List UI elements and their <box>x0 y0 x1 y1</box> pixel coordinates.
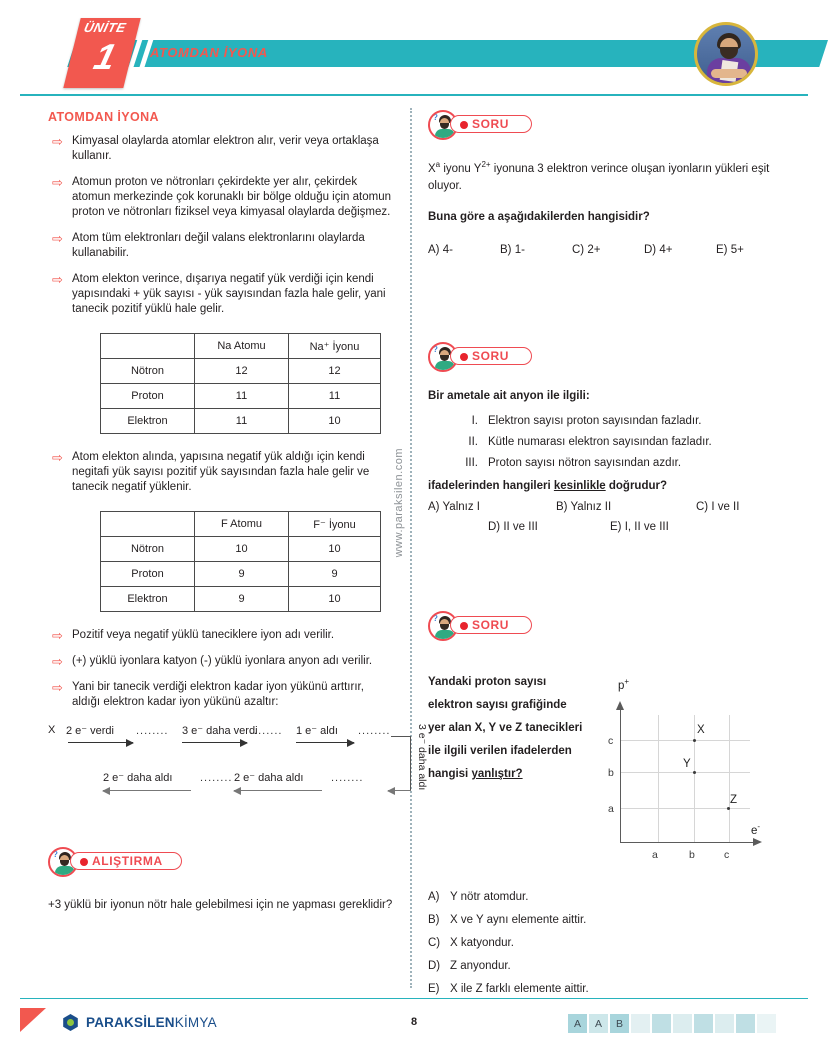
diagram-connector-top <box>391 736 411 737</box>
answer-option[interactable] <box>428 914 788 926</box>
diagram-start-label: X <box>48 724 56 736</box>
progress-box[interactable] <box>715 1014 734 1033</box>
exercise-badge <box>48 847 393 877</box>
gridline-horizontal <box>620 772 750 773</box>
bullet-text: Atom tüm elektronları değil valans elektronlarını olaylarda kullanabilir. <box>72 232 365 259</box>
data-point-label-z: Z <box>730 793 738 806</box>
bullet-item <box>48 450 393 495</box>
table-cell: Elektron <box>101 587 195 612</box>
question1-badge <box>428 110 788 140</box>
y-tick: b <box>608 766 614 779</box>
header-title: ATOMDAN İYONA <box>150 45 268 60</box>
answer-letter: C) <box>428 936 441 949</box>
x-tick: a <box>652 848 658 861</box>
progress-box[interactable] <box>631 1014 650 1033</box>
option-c[interactable]: C) 2+ <box>572 243 601 256</box>
diagram-step-label: 2 e⁻ verdi <box>66 725 114 737</box>
question3-badge <box>428 611 788 641</box>
footer-divider <box>20 998 808 999</box>
option-d[interactable]: D) II ve III <box>488 520 538 533</box>
table-cell: 9 <box>195 562 289 587</box>
diagram-dots: ........ <box>331 772 364 784</box>
diagram-dots: ........ <box>200 772 233 784</box>
roman-text: Proton sayısı nötron sayısından azdır. <box>488 456 682 469</box>
diagram-step-label: 2 e⁻ daha aldı <box>234 772 304 784</box>
q2-ask-post: doğrudur? <box>605 479 668 492</box>
diagram-arrow-left <box>388 790 411 791</box>
bullet-item <box>48 628 393 643</box>
table-row <box>101 537 381 562</box>
bullet-text: Yani bir tanecik verdiği elektron kadar iyon yükünü arttırır, aldığı elektron kadar iyon yükünü azaltır: <box>72 681 364 708</box>
question2-options-row2 <box>428 521 788 541</box>
answer-letter: A) <box>428 890 440 903</box>
bullet-item <box>48 231 393 261</box>
gridline-horizontal <box>620 740 750 741</box>
header-divider <box>20 94 808 96</box>
bullet-text: Atom elekton verince, dışarıya negatif yük verdiği için kendi yapısındaki + yük sayısı - yük sayısından fazla hale gelir, yani tanecik pozitif yüklü hale gelir. <box>72 273 386 315</box>
roman-number: I. <box>471 414 478 427</box>
table-row <box>101 587 381 612</box>
x-axis <box>620 842 760 843</box>
diagram-arrow-left <box>103 790 191 791</box>
unit-number: 1 <box>89 36 121 77</box>
answer-text: X ve Y aynı elemente aittir. <box>450 913 587 926</box>
answer-option[interactable] <box>428 891 788 903</box>
bullet-item <box>48 272 393 317</box>
data-point-y <box>693 771 696 774</box>
roman-text: Kütle numarası elektron sayısından fazladır. <box>488 435 712 448</box>
table-cell: 10 <box>289 537 381 562</box>
y-axis-label: p+ <box>618 676 630 692</box>
column-divider <box>410 108 412 988</box>
data-point-label-x: X <box>697 723 705 736</box>
unit-word: ÜNİTE <box>82 20 128 35</box>
question2-ask <box>428 478 788 495</box>
table-cell: Na⁺ İyonu <box>289 334 381 359</box>
table-cell: 10 <box>195 537 289 562</box>
table-cell <box>101 512 195 537</box>
option-b[interactable]: B) 1- <box>500 243 525 256</box>
diagram-arrow-right <box>296 742 354 743</box>
bullet-text: Kimyasal olaylarda atomlar elektron alır, verir veya ortaklaşa kullanır. <box>72 135 379 162</box>
progress-box[interactable] <box>757 1014 776 1033</box>
table-cell: 11 <box>289 384 381 409</box>
option-a[interactable]: A) Yalnız I <box>428 500 480 513</box>
badge-avatar-beard <box>440 624 449 630</box>
roman-number: III. <box>465 456 478 469</box>
option-b[interactable]: B) Yalnız II <box>556 500 612 513</box>
q3-stem-line: elektron sayısı grafiğinde <box>428 698 567 711</box>
table-cell: 12 <box>289 359 381 384</box>
page-header <box>0 0 828 96</box>
roman-text: Elektron sayısı proton sayısından fazladır. <box>488 414 702 427</box>
diagram-step-label: 1 e⁻ aldı <box>296 725 338 737</box>
progress-box[interactable] <box>673 1014 692 1033</box>
arrow-bullet-icon: ⇨ <box>52 272 63 287</box>
table-na <box>100 333 381 434</box>
data-point-z <box>727 807 730 810</box>
table-cell: Proton <box>101 384 195 409</box>
progress-box[interactable]: A <box>589 1014 608 1033</box>
answer-letter: E) <box>428 982 440 995</box>
progress-box[interactable]: B <box>610 1014 629 1033</box>
question-mark-icon: ? <box>53 850 58 859</box>
badge-dot-icon <box>460 121 468 129</box>
table-row <box>101 409 381 434</box>
proton-electron-chart <box>596 676 776 871</box>
question-mark-icon: ? <box>433 344 438 354</box>
table-cell: 10 <box>289 587 381 612</box>
diagram-arrow-right <box>182 742 247 743</box>
q1-stem-mid: iyonu Y <box>440 162 482 175</box>
table-row <box>101 512 381 537</box>
roman-item <box>428 436 788 448</box>
progress-box[interactable]: A <box>568 1014 587 1033</box>
gridline-vertical <box>729 715 730 843</box>
q1-stem-pre: X <box>428 162 436 175</box>
table-cell: Na Atomu <box>195 334 289 359</box>
question3-answers <box>428 891 788 995</box>
answer-option[interactable] <box>428 960 788 972</box>
data-point-x <box>693 739 696 742</box>
arrow-bullet-icon: ⇨ <box>52 450 63 465</box>
roman-item <box>428 415 788 427</box>
q3-stem-line: ile ilgili verilen ifadelerden <box>428 744 572 757</box>
option-e[interactable]: E) 5+ <box>716 243 744 256</box>
question1-options <box>428 244 788 256</box>
bullet-text: Atom elekton alında, yapısına negatif yük aldığı için kendi negitafi yük sayısı pozitif yük sayısından fazla hale gelir ve tanecik negatif yüklenir. <box>72 451 370 493</box>
x-tick: b <box>689 848 695 861</box>
q3-stem-line: yer alan X, Y ve Z tanecikleri <box>428 721 583 734</box>
table-cell: Elektron <box>101 409 195 434</box>
table-cell <box>101 334 195 359</box>
question3-body <box>428 655 788 875</box>
table-row <box>101 384 381 409</box>
roman-number: II. <box>468 435 478 448</box>
progress-box[interactable] <box>736 1014 755 1033</box>
badge-label: SORU <box>472 117 510 131</box>
bullet-item <box>48 680 393 710</box>
arrow-bullet-icon: ⇨ <box>52 231 63 246</box>
page-number: 8 <box>410 1016 418 1028</box>
q3-stem-lastline <box>428 763 598 786</box>
bullet-item <box>48 654 393 669</box>
question1-ask: Buna göre a aşağıdakilerden hangisidir? <box>428 210 650 223</box>
progress-box[interactable] <box>694 1014 713 1033</box>
arrow-bullet-icon: ⇨ <box>52 175 63 190</box>
watermark-text: www.paraksilen.com <box>393 448 405 558</box>
table-cell: 9 <box>195 587 289 612</box>
badge-avatar-beard <box>440 355 449 361</box>
table-row <box>101 334 381 359</box>
exercise-text: +3 yüklü bir iyonun nötr hale gelebilmesi için ne yapması gereklidir? <box>48 899 393 911</box>
y-tick: c <box>608 734 614 747</box>
question1-stem <box>428 156 788 195</box>
gridline-vertical <box>658 715 659 843</box>
badge-dot-icon <box>460 353 468 361</box>
diagram-dots: ........ <box>250 725 283 737</box>
answer-text: X katyondur. <box>450 936 514 949</box>
logo-bold-text: PARAKSİLEN <box>86 1015 175 1030</box>
table-cell: F⁻ İyonu <box>289 512 381 537</box>
arrow-bullet-icon: ⇨ <box>52 628 63 643</box>
table-cell: 10 <box>289 409 381 434</box>
answer-text: Z anyondur. <box>450 959 511 972</box>
gridline-horizontal <box>620 808 750 809</box>
answer-option[interactable] <box>428 983 788 995</box>
gridline-vertical <box>694 715 695 843</box>
diagram-arrow-right <box>68 742 133 743</box>
bullet-item <box>48 175 393 220</box>
diagram-dots: ........ <box>358 725 391 737</box>
table-cell: 11 <box>195 384 289 409</box>
arrow-bullet-icon: ⇨ <box>52 654 63 669</box>
progress-strip <box>568 1014 778 1033</box>
logo-light-text: KİMYA <box>174 1015 217 1030</box>
progress-box[interactable] <box>652 1014 671 1033</box>
answer-text: Y nötr atomdur. <box>450 890 529 903</box>
table-cell: Proton <box>101 562 195 587</box>
roman-item <box>428 457 788 469</box>
q2-ask-underlined: kesinlikle <box>553 479 606 492</box>
table-cell: 11 <box>195 409 289 434</box>
y-axis <box>620 703 621 843</box>
option-d[interactable]: D) 4+ <box>644 243 673 256</box>
table-cell: Nötron <box>101 537 195 562</box>
teacher-avatar <box>694 22 758 86</box>
bullet-text: (+) yüklü iyonlara katyon (-) yüklü iyonlara anyon adı verilir. <box>72 655 373 667</box>
table-cell: 12 <box>195 359 289 384</box>
option-c[interactable]: C) I ve II <box>696 500 740 513</box>
bullet-text: Pozitif veya negatif yüklü taneciklere iyon adı verilir. <box>72 629 335 641</box>
diagram-side-label: 3 e⁻ daha aldı <box>416 724 428 791</box>
bullet-text: Atomun proton ve nötronları çekirdekte yer alır, çekirdek atomun merkezinde çok korunaklı bir bölge olduğu için atomun proton ve nötronları fiziksel veya kimyasal olaylarda değişmez. <box>72 176 391 218</box>
badge-label: SORU <box>472 348 510 363</box>
table-cell: Nötron <box>101 359 195 384</box>
answer-letter: D) <box>428 959 441 972</box>
diagram-step-label: 3 e⁻ daha verdi <box>182 725 258 737</box>
q3-stem-line: Yandaki proton sayısı <box>428 675 547 688</box>
diagram-step-label: 2 e⁻ daha aldı <box>103 772 173 784</box>
y-tick: a <box>608 802 614 815</box>
badge-label: SORU <box>472 617 510 632</box>
option-a[interactable]: A) 4- <box>428 243 453 256</box>
bullet-item <box>48 134 393 164</box>
q3-stem-underlined: yanlıştır? <box>471 767 523 780</box>
right-column <box>428 110 788 1006</box>
x-axis-label: e- <box>751 822 761 837</box>
table-row <box>101 562 381 587</box>
q1-sup-2plus: 2+ <box>481 160 491 169</box>
section-title: ATOMDAN İYONA <box>48 110 159 124</box>
data-point-label-y: Y <box>683 757 691 770</box>
badge-dot-icon <box>460 622 468 630</box>
question-mark-icon: ? <box>433 613 438 623</box>
x-tick: c <box>724 848 730 861</box>
question2-stem: Bir ametale ait anyon ile ilgili: <box>428 389 590 402</box>
badge-dot-icon <box>80 858 88 866</box>
diagram-dots: ........ <box>136 725 169 737</box>
question3-stem <box>428 671 598 786</box>
q3-stem-line: hangisi <box>428 767 472 780</box>
avatar-arms <box>711 69 747 78</box>
q2-ask-pre: ifadelerinden hangileri <box>428 479 554 492</box>
table-f <box>100 511 381 612</box>
diagram-connector-vertical <box>410 736 411 790</box>
q1-sup-a: a <box>435 160 441 169</box>
table-row <box>101 359 381 384</box>
table-cell: F Atomu <box>195 512 289 537</box>
q1-stem-post: iyonuna 3 elektron verince oluşan iyonların yükleri eşit oluyor. <box>428 162 770 192</box>
answer-text: X ile Z farklı elemente aittir. <box>450 982 589 995</box>
ion-charge-diagram <box>48 724 428 829</box>
question2-badge <box>428 342 788 372</box>
question2-options-row1 <box>428 501 788 521</box>
question-mark-icon: ? <box>433 113 438 122</box>
badge-label: ALIŞTIRMA <box>92 854 163 868</box>
table-cell: 9 <box>289 562 381 587</box>
answer-option[interactable] <box>428 937 788 949</box>
arrow-bullet-icon: ⇨ <box>52 134 63 149</box>
answer-letter: B) <box>428 913 440 926</box>
arrow-bullet-icon: ⇨ <box>52 680 63 695</box>
diagram-arrow-left <box>234 790 322 791</box>
option-e[interactable]: E) I, II ve III <box>610 520 669 533</box>
